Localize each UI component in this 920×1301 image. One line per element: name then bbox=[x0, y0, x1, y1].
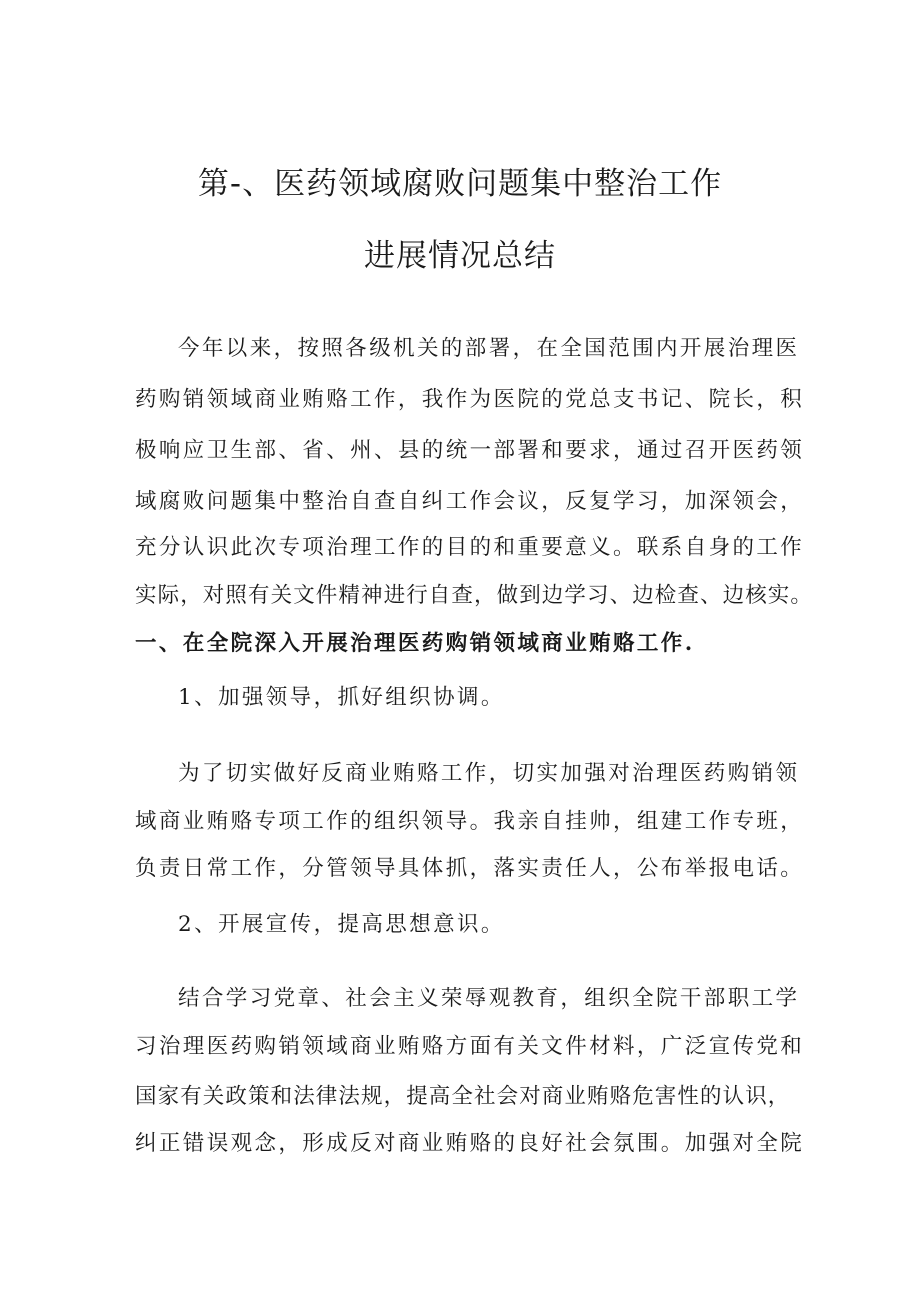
paragraph-line: 今年以来，按照各级机关的部署，在全国范围内开展治理医 bbox=[178, 336, 800, 361]
paragraph-line: 国家有关政策和法律法规，提高全社会对商业贿赂危害性的认识， bbox=[135, 1084, 791, 1109]
paragraph-line: 为了切实做好反商业贿赂工作，切实加强对治理医药购销领 bbox=[178, 761, 800, 786]
paragraph-line: 习治理医药购销领域商业贿赂方面有关文件材料，广泛宣传党和 bbox=[135, 1034, 805, 1059]
document-title-line-1: 第-、医药领域腐败问题集中整治工作 bbox=[197, 166, 723, 202]
paragraph-line: 结合学习党章、社会主义荣辱观教育，组织全院干部职工学 bbox=[178, 986, 800, 1011]
item-heading: 2、开展宣传，提高思想意识。 bbox=[178, 912, 505, 937]
paragraph-line: 药购销领域商业贿赂工作，我作为医院的党总支书记、院长，积 bbox=[135, 387, 805, 412]
paragraph-line: 实际，对照有关文件精神进行自查，做到边学习、边检查、边核实。 bbox=[135, 583, 814, 608]
document-title-line-2: 进展情况总结 bbox=[364, 238, 556, 274]
paragraph-line: 极响应卫生部、省、州、县的统一部署和要求，通过召开医药领 bbox=[135, 438, 805, 463]
paragraph-line: 负责日常工作，分管领导具体抓，落实责任人，公布举报电话。 bbox=[135, 856, 805, 881]
item-heading: 1、加强领导，抓好组织协调。 bbox=[178, 685, 505, 710]
paragraph-line: 充分认识此次专项治理工作的目的和重要意义。联系自身的工作 bbox=[135, 535, 805, 560]
paragraph-line: 域腐败问题集中整治自查自纠工作会议，反复学习，加深领会， bbox=[135, 489, 805, 514]
paragraph-line: 域商业贿赂专项工作的组织领导。我亲自挂帅，组建工作专班， bbox=[135, 809, 805, 834]
section-heading: 一、在全院深入开展治理医药购销领域商业贿赂工作. bbox=[135, 631, 695, 656]
paragraph-line: 纠正错误观念，形成反对商业贿赂的良好社会氛围。加强对全院 bbox=[135, 1131, 805, 1156]
